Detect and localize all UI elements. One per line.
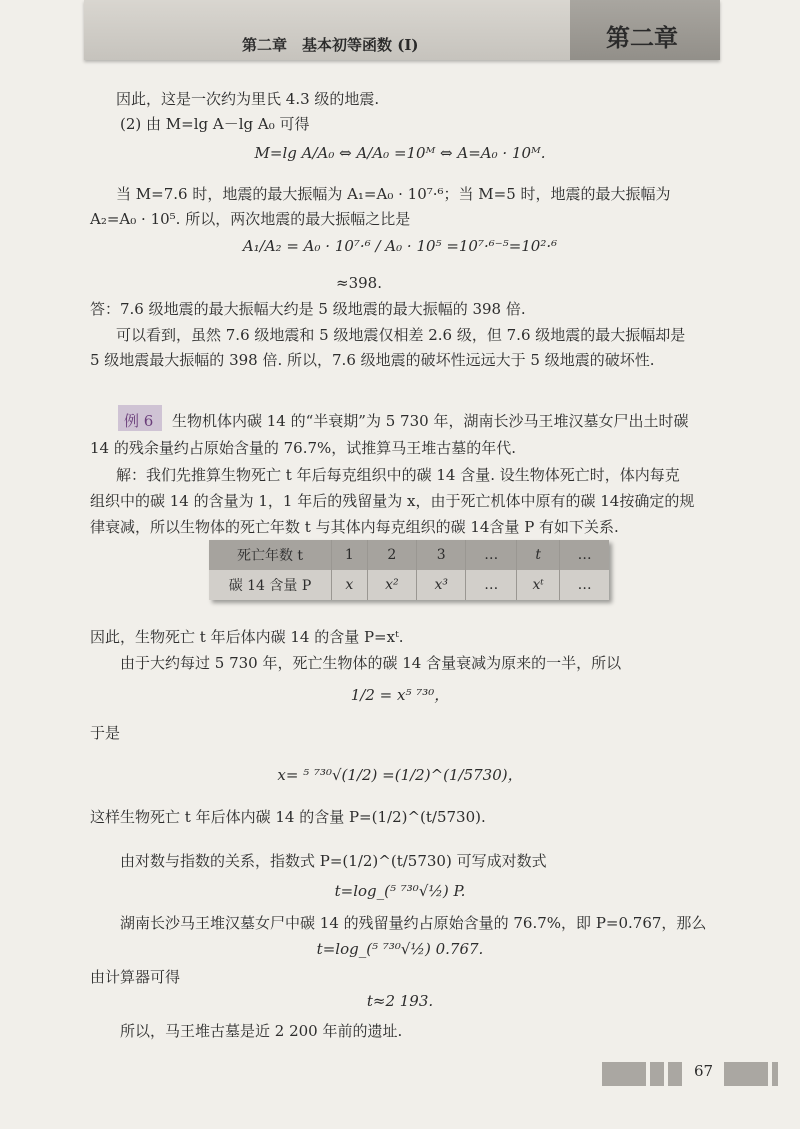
table-cell: 碳 14 含量 P	[209, 570, 332, 600]
text-line: 湖南长沙马王堆汉墓女尸中碳 14 的残留量约占原始含量的 76.7%，即 P=0.767，那么	[120, 914, 707, 932]
table-cell: x²	[367, 570, 416, 600]
text-line: 5 级地震最大振幅的 398 倍. 所以，7.6 级地震的破坏性远远大于 5 级地震的破坏性.	[90, 351, 655, 369]
text-line: 由计算器可得	[90, 968, 181, 986]
equation: ≈398.	[336, 274, 382, 292]
chapter-tab-label: 第二章	[606, 24, 678, 52]
text-line: 这样生物死亡 t 年后体内碳 14 的含量 P=(1/2)^(t/5730).	[90, 808, 486, 826]
table-cell: …	[466, 540, 517, 570]
text-line: 组织中的碳 14 的含量为 1，1 年后的残留量为 x，由于死亡机体中原有的碳 14按确定的规	[90, 492, 695, 510]
table-cell: x	[332, 570, 368, 600]
table-cell: t	[517, 540, 560, 570]
table-cell: …	[466, 570, 517, 600]
footer-bar	[772, 1062, 778, 1086]
footer-bar	[724, 1062, 768, 1086]
table-cell: 3	[417, 540, 466, 570]
text-line: 由对数与指数的关系，指数式 P=(1/2)^(t/5730) 可写成对数式	[120, 852, 547, 870]
text-line: 于是	[90, 724, 121, 742]
table-cell: x³	[417, 570, 466, 600]
text-line: 所以，马王堆古墓是近 2 200 年前的遗址.	[120, 1022, 403, 1040]
footer-bar	[602, 1062, 646, 1086]
chapter-header	[84, 0, 720, 60]
table-cell: 1	[332, 540, 368, 570]
text-line: 律衰减，所以生物体的死亡年数 t 与其体内每克组织的碳 14含量 P 有如下关系.	[90, 518, 619, 536]
text-line: 由于大约每过 5 730 年，死亡生物体的碳 14 含量衰减为原来的一半，所以	[120, 654, 622, 672]
table-cell: 2	[367, 540, 416, 570]
equation: t=log_(⁵ ⁷³⁰√½) 0.767.	[316, 940, 484, 958]
equation: t=log_(⁵ ⁷³⁰√½) P.	[334, 882, 466, 900]
page-number: 67	[694, 1062, 714, 1080]
chapter-tab	[570, 0, 720, 60]
text-line: 因此，生物死亡 t 年后体内碳 14 的含量 P=xᵗ.	[90, 628, 404, 646]
table-row	[209, 570, 609, 600]
footer-bar	[650, 1062, 664, 1086]
chapter-title: 第二章 基本初等函数 (Ⅰ)	[242, 36, 419, 54]
carbon-table	[209, 540, 609, 600]
table-row	[209, 540, 609, 570]
text-line: 答：7.6 级地震的最大振幅大约是 5 级地震的最大振幅的 398 倍.	[90, 300, 526, 318]
equation: t≈2 193.	[366, 992, 434, 1010]
equation: M=lg A/A₀ ⇔ A/A₀ =10ᴹ ⇔ A=A₀ · 10ᴹ.	[254, 144, 546, 162]
text-line: 14 的残余量约占原始含量的 76.7%，试推算马王堆古墓的年代.	[90, 439, 517, 457]
example-label: 例 6	[124, 412, 154, 430]
text-line: 可以看到，虽然 7.6 级地震和 5 级地震仅相差 2.6 级，但 7.6 级地震的最大振幅却是	[116, 326, 686, 344]
text-line: 生物机体内碳 14 的“半衰期”为 5 730 年，湖南长沙马王堆汉墓女尸出土时碳	[172, 412, 689, 430]
table-cell: …	[560, 570, 609, 600]
footer-bar	[668, 1062, 682, 1086]
text-line: 因此，这是一次约为里氏 4.3 级的地震.	[116, 90, 380, 108]
equation: 1/2 = x⁵ ⁷³⁰，	[350, 686, 450, 704]
text-line: A₂=A₀ · 10⁵. 所以，两次地震的最大振幅之比是	[90, 210, 411, 228]
text-line: 当 M=7.6 时，地震的最大振幅为 A₁=A₀ · 10⁷·⁶；当 M=5 时，地震的最大振幅为	[116, 185, 671, 203]
text-line: 解：我们先推算生物死亡 t 年后每克组织中的碳 14 含量. 设生物体死亡时，体内每克	[116, 466, 680, 484]
table-cell: …	[560, 540, 609, 570]
equation: x= ⁵ ⁷³⁰√(1/2) =(1/2)^(1/5730)，	[277, 766, 523, 784]
text-line: (2) 由 M=lg A－lg A₀ 可得	[120, 115, 310, 133]
table-cell: xᵗ	[517, 570, 560, 600]
equation: A₁/A₂ = A₀ · 10⁷·⁶ / A₀ · 10⁵ =10⁷·⁶⁻⁵=10²·⁶	[242, 237, 558, 255]
table-cell: 死亡年数 t	[209, 540, 332, 570]
